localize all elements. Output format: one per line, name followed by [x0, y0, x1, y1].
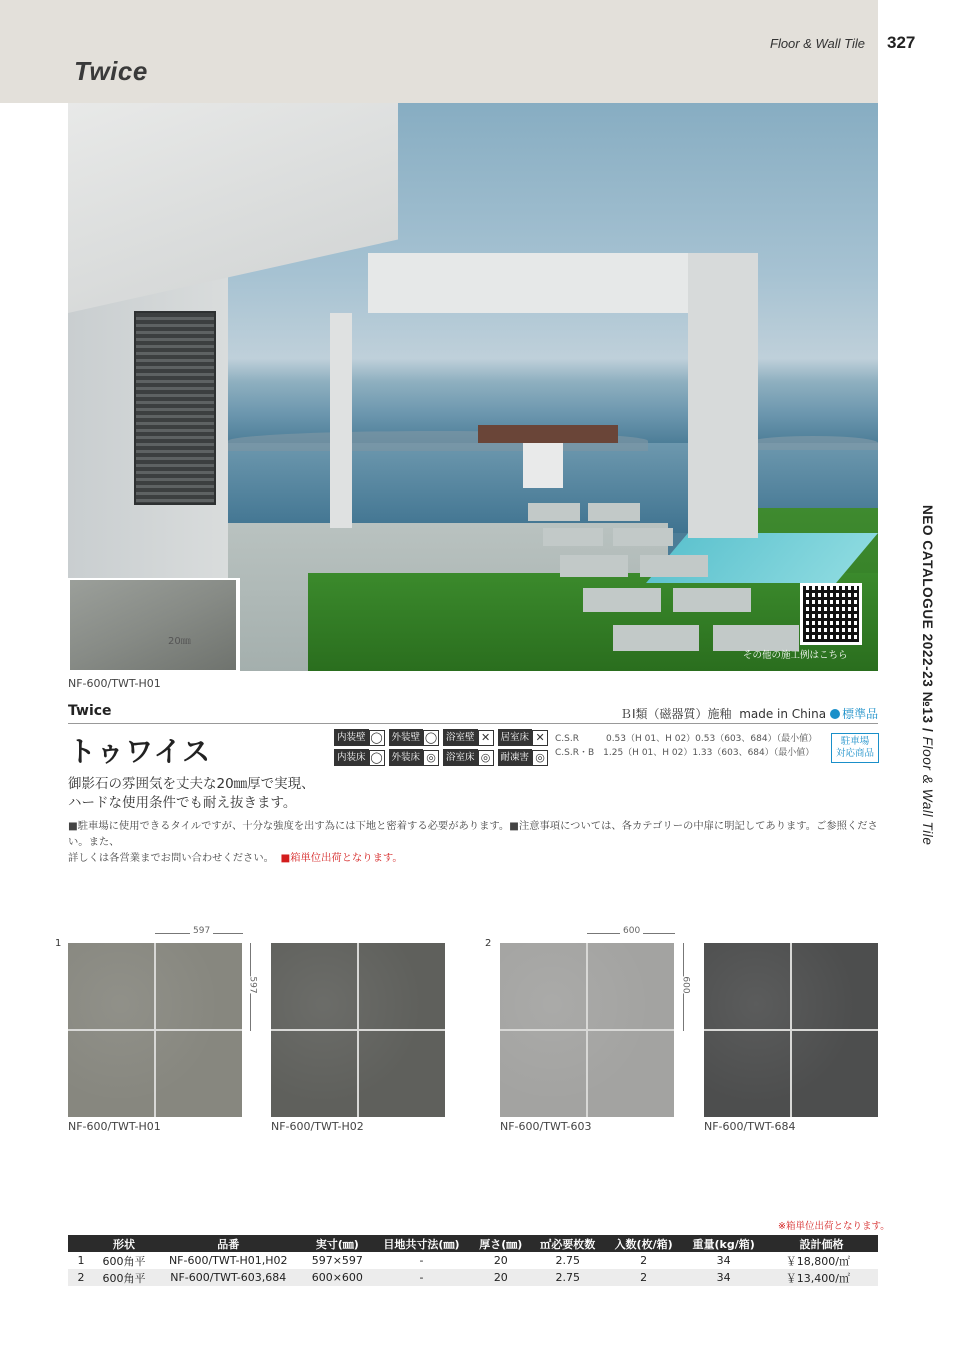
product-name-jp: トゥワイス — [68, 735, 212, 768]
table-row: 2 600角平 NF-600/TWT-603,684 600×600 - 20 2.75 2 34 ￥13,400/㎡ — [68, 1269, 878, 1286]
category-label: Floor & Wall Tile — [770, 36, 865, 51]
usage-item: 外装壁 ◯ — [389, 729, 440, 746]
swatch-tile-684 — [704, 943, 878, 1117]
inset-thickness-label: 20㎜ — [168, 636, 191, 647]
swatch-tile-603 — [500, 943, 674, 1117]
col-header: 形状 — [94, 1235, 154, 1252]
note-line: 詳しくは各営業までお問い合わせください。 — [68, 852, 274, 864]
swatch-caption: NF-600/TWT-684 — [704, 1120, 796, 1133]
swatch-caption: NF-600/TWT-603 — [500, 1120, 592, 1133]
parking-badge: 駐車場 対応商品 — [831, 733, 879, 763]
series-title: Twice — [74, 56, 148, 86]
dimension-label: 600 — [680, 976, 691, 994]
description-line: ハードな使用条件でも耐え抜きます。 — [68, 795, 297, 811]
classification: ＢⅠ類（磁器質）施釉 — [620, 707, 732, 721]
spec-table — [68, 1235, 878, 1286]
usage-row-2 — [334, 749, 552, 766]
stepping-stone — [613, 528, 673, 546]
stepping-stone — [583, 588, 661, 612]
stepping-stone — [543, 528, 603, 546]
table-header-row — [68, 1235, 878, 1252]
table-base — [523, 443, 563, 488]
dimension-label: 597 — [190, 926, 213, 936]
swatch-tile-h02 — [271, 943, 445, 1117]
page-number: 327 — [887, 33, 916, 52]
note-line: ■駐車場に使用できるタイルですが、十分な強度を出す為には下地と密着する必要があります。■注意事項については、各カテゴリーの中扉に明記してあります。ご参照ください。また、 — [68, 820, 878, 848]
usage-chart — [334, 729, 552, 769]
table-row: 1 600角平 NF-600/TWT-H01,H02 597×597 - 20 2.75 2 34 ￥18,800/㎡ — [77, 1254, 850, 1268]
pavilion-roof — [368, 253, 738, 313]
stepping-stone — [673, 588, 751, 612]
col-header: 目地共寸法(㎜) — [372, 1235, 471, 1252]
pavilion-wall — [688, 253, 758, 538]
swatch-group-number: 2 — [485, 938, 492, 949]
island — [748, 436, 878, 450]
usage-item: 外装床 ◎ — [389, 749, 440, 766]
tile-edge-inset — [70, 580, 236, 670]
col-header: 実寸(㎜) — [303, 1235, 373, 1252]
col-header: ㎡必要枚数 — [531, 1235, 605, 1252]
usage-row-1 — [334, 729, 552, 746]
stepping-stone — [613, 625, 699, 651]
stepping-stone — [588, 503, 640, 521]
pillar — [330, 313, 352, 528]
stepping-stone — [560, 555, 628, 577]
roof-overhang — [68, 103, 398, 313]
swatch-tile-h01 — [68, 943, 242, 1117]
notes — [68, 818, 883, 866]
usage-item: 浴室床 ◎ — [443, 749, 494, 766]
product-name-en: Twice — [68, 703, 112, 719]
dimension-label: 597 — [247, 976, 258, 994]
col-header: 品番 — [154, 1235, 303, 1252]
classification-line — [620, 705, 878, 722]
stepping-stone — [640, 555, 708, 577]
col-header — [68, 1235, 94, 1252]
csr-values — [555, 732, 817, 760]
side-label-italic: Floor & Wall Tile — [920, 732, 935, 846]
standard-dot-icon — [830, 709, 840, 719]
swatch-caption: NF-600/TWT-H02 — [271, 1120, 364, 1133]
header-band — [0, 0, 878, 103]
stepping-stone — [528, 503, 580, 521]
usage-item: 内装壁 ◯ — [334, 729, 385, 746]
col-header: 重量(kg/箱) — [682, 1235, 765, 1252]
usage-item: 居室床 ✕ — [498, 729, 549, 746]
catalogue-side-label — [920, 505, 935, 846]
col-header: 設計価格 — [765, 1235, 878, 1252]
inset-product-code: NF-600/TWT-H01 — [68, 677, 161, 690]
standard-label: 標準品 — [842, 707, 879, 721]
usage-item: 耐凍害 ◎ — [498, 749, 549, 766]
qr-code-icon[interactable] — [800, 583, 862, 645]
table-note: ※箱単位出荷となります。 — [778, 1221, 890, 1232]
col-header: 厚さ(㎜) — [471, 1235, 531, 1252]
swatch-group-number: 1 — [55, 938, 62, 949]
csr-line: C.S.R・B 1.25（H 01、H 02）1.33（603、684）（最小値） — [555, 748, 815, 758]
col-header: 入数(枚/箱) — [605, 1235, 683, 1252]
origin: made in China — [739, 707, 827, 721]
qr-caption: その他の施工例はこちら — [743, 650, 848, 661]
side-label-bold: NEO CATALOGUE 2022-23 №13 / — [920, 505, 935, 733]
usage-item: 内装床 ◯ — [334, 749, 385, 766]
divider — [68, 723, 878, 724]
note-red: ■箱単位出荷となります。 — [280, 852, 403, 864]
dimension-label: 600 — [620, 926, 643, 936]
window-shutter — [134, 311, 216, 505]
csr-line: C.S.R 0.53（H 01、H 02）0.53（603、684）（最小値） — [555, 734, 818, 744]
swatch-caption: NF-600/TWT-H01 — [68, 1120, 161, 1133]
dining-table — [478, 425, 618, 443]
description-line: 御影石の雰囲気を丈夫な20㎜厚で実現、 — [68, 776, 315, 792]
usage-item: 浴室壁 ✕ — [443, 729, 494, 746]
